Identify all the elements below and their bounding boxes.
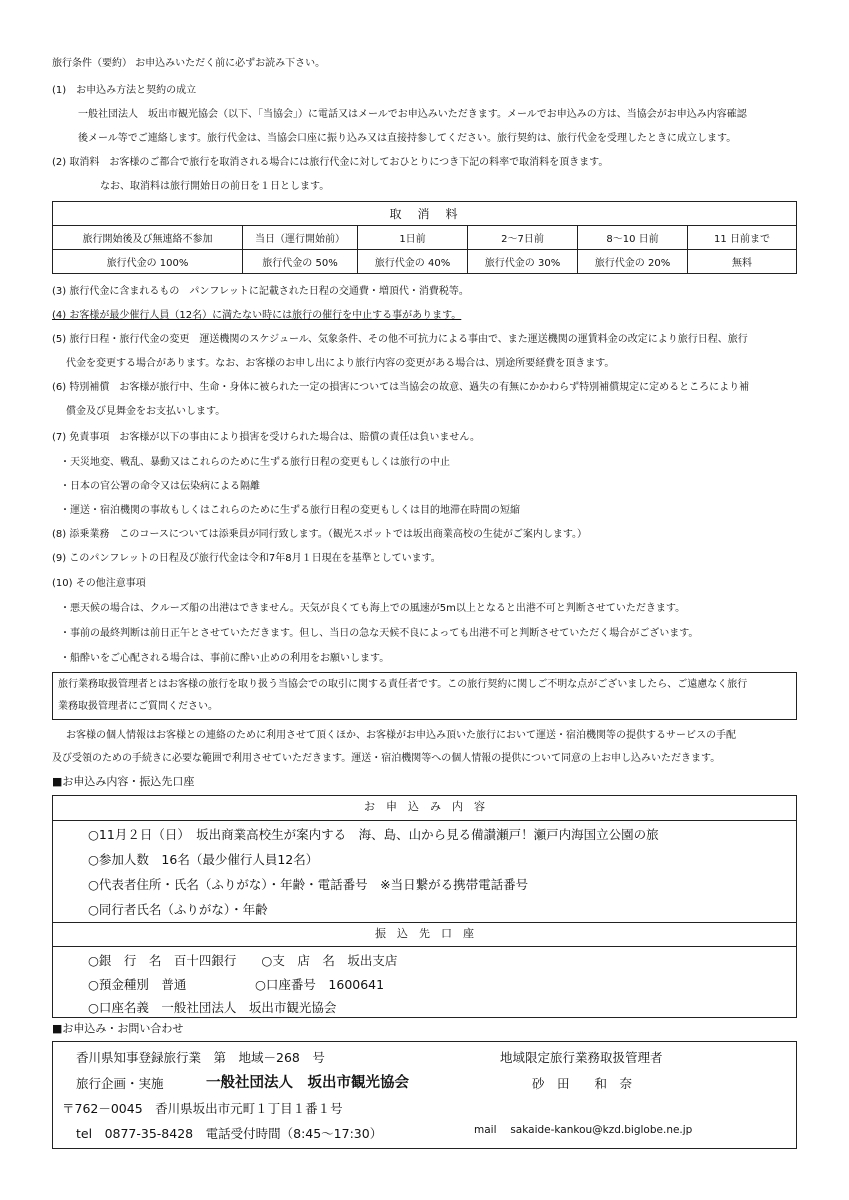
- application-header: お 申 込 み 内 容: [364, 800, 485, 813]
- cancel-col-5: 8〜10 日前: [578, 226, 688, 250]
- term-10-bullet-2: ・事前の最終判断は前日正午とさせていただきます。但し、当日の急な天候不良によっても出港不可と判断させていただく場合がございます。: [60, 628, 699, 639]
- term-7-bullet-1: ・天災地変、戦乱、暴動又はこれらのために生ずる旅行日程の変更もしくは旅行の中止: [60, 457, 450, 468]
- section-1-line2: 後メール等でご連絡します。旅行代金は、当協会口座に振り込み又は直接持参してください。旅行契約は、旅行代金を受理したときに成立します。: [78, 133, 737, 144]
- cancel-columns-row: [53, 226, 797, 250]
- bank-header-divider: [52, 946, 797, 947]
- term-8: (8) 添乗業務 このコースについては添乗員が同行致します。（観光スポットでは坂出商業高校の生徒がご案内します。）: [52, 529, 588, 540]
- bank-account-name: ○口座名義 一般社団法人 坂出市観光協会: [88, 1000, 337, 1015]
- application-item-3: ○代表者住所・氏名（ふりがな）・年齢・電話番号 ※当日繋がる携帯電話番号: [88, 877, 529, 892]
- bank-line-1: ○銀 行 名 百十四銀行 ○支 店 名 坂出支店: [88, 953, 398, 968]
- manager-name: 砂 田 和 奈: [532, 1076, 633, 1091]
- cancel-col-3: 1日前: [358, 226, 468, 250]
- cancel-rate-2: 旅行代金の 50%: [243, 250, 358, 274]
- term-7: (7) 免責事項 お客様が以下の事由により損害を受けられた場合は、賠償の責任は負いません。: [52, 432, 480, 443]
- cancel-col-4: 2〜7日前: [468, 226, 578, 250]
- term-5-line1: (5) 旅行日程・旅行代金の変更 運送機関のスケジュール、気象条件、その他不可抗力による事由で、また運送機関の運賃料金の改定により旅行日程、旅行: [52, 334, 748, 345]
- organizer-name: 一般社団法人 坂出市観光協会: [206, 1075, 409, 1091]
- contact-section-title: ■お申込み・お問い合わせ: [52, 1022, 184, 1035]
- privacy-line1: お客様の個人情報はお客様との連絡のために利用させて頂くほか、お客様がお申込み頂いた旅行において運送・宿泊機関等の提供するサービスの手配: [66, 730, 736, 741]
- bank-header: 振 込 先 口 座: [375, 927, 474, 940]
- section-1-heading: (1) お申込み方法と契約の成立: [52, 85, 197, 96]
- application-item-2: ○参加人数 16名（最少催行人員12名）: [88, 852, 319, 867]
- application-section-title: ■お申込み内容・振込先口座: [52, 775, 195, 788]
- term-5-line2: 代金を変更する場合があります。なお、お客様のお申し出により旅行内容の変更がある場合は、別途所要経費を頂きます。: [66, 358, 615, 369]
- cancel-rate-5: 旅行代金の 20%: [578, 250, 688, 274]
- email[interactable]: mail sakaide-kankou@kzd.biglobe.ne.jp: [474, 1124, 693, 1136]
- cancel-col-2: 当日（運行開始前）: [243, 226, 358, 250]
- conditions-title: 旅行条件（要約） お申込みいただく前に必ずお読み下さい。: [52, 58, 326, 69]
- term-3: (3) 旅行代金に含まれるもの パンフレットに記載された日程の交通費・増頂代・消費税等。: [52, 286, 469, 297]
- cancel-rate-6: 無料: [688, 250, 797, 274]
- application-header-divider: [52, 820, 797, 821]
- cancel-rate-3: 旅行代金の 40%: [358, 250, 468, 274]
- term-10-bullet-3: ・船酔いをご心配される場合は、事前に酔い止めの利用をお願いします。: [60, 653, 390, 664]
- section-2-line1: (2) 取消料 お客様のご都合で旅行を取消される場合には旅行代金に対しておひとりにつき下記の料率で取消料を頂きます。: [52, 157, 609, 168]
- section-2-line2: なお、取消料は旅行開始日の前日を１日とします。: [100, 181, 330, 192]
- organizer-label: 旅行企画・実施: [76, 1076, 164, 1091]
- privacy-line2: 及び受領のための手続きに必要な範囲で利用させていただきます。運送・宿泊機関等への個人情報の提供について同意の上お申し込みいただきます。: [52, 753, 721, 764]
- section-1-line1: 一般社団法人 坂出市観光協会（以下、「当協会」）に電話又はメールでお申込みいただきます。メールでお申込みの方は、当協会がお申込み内容確認: [78, 109, 747, 120]
- term-9: (9) このパンフレットの日程及び旅行代金は令和7年8月１日現在を基準としています。: [52, 553, 441, 564]
- registration-number: 香川県知事登録旅行業 第 地域－268 号: [76, 1050, 325, 1065]
- cancel-col-1: 旅行開始後及び無連絡不参加: [53, 226, 243, 250]
- term-7-bullet-2: ・日本の官公署の命令又は伝染病による隔離: [60, 481, 260, 492]
- term-10: (10) その他注意事項: [52, 578, 146, 589]
- cancel-table-header: 取 消 料: [53, 202, 797, 226]
- bank-account-number: ○口座番号 1600641: [255, 977, 385, 992]
- cancel-col-6: 11 日前まで: [688, 226, 797, 250]
- cancel-rate-4: 旅行代金の 30%: [468, 250, 578, 274]
- manager-note-line1: 旅行業務取扱管理者とはお客様の旅行を取り扱う当協会での取引に関する責任者です。この旅行契約に関しご不明な点がございましたら、ご遠慮なく旅行: [58, 679, 748, 690]
- bank-account-type: ○預金種別 普通: [88, 977, 187, 992]
- term-6-line1: (6) 特別補償 お客様が旅行中、生命・身体に被られた一定の損害については当協会の故意、過失の有無にかかわらず特別補償規定に定めるところにより補: [52, 382, 750, 393]
- application-item-1: ○11月２日（日） 坂出商業高校生が案内する 海、島、山から見る備讃瀬戸！瀬戸内海国立公園の旅: [88, 827, 659, 842]
- term-4: (4) お客様が最少催行人員（12名）に満たない時には旅行の催行を中止する事があります。: [52, 310, 462, 321]
- term-6-line2: 償金及び見舞金をお支払いします。: [66, 406, 226, 417]
- application-item-4: ○同行者氏名（ふりがな）・年齢: [88, 902, 268, 917]
- term-10-bullet-1: ・悪天候の場合は、クルーズ船の出港はできません。天気が良くても海上での風速が5m以上となると出港不可と判断させていただきます。: [60, 603, 686, 614]
- cancellation-fee-table: [52, 201, 797, 274]
- cancel-rate-1: 旅行代金の 100%: [53, 250, 243, 274]
- manager-label: 地域限定旅行業務取扱管理者: [500, 1050, 663, 1065]
- cancel-rates-row: [53, 250, 797, 274]
- bank-header-top-divider: [52, 922, 797, 923]
- address: 〒762－0045 香川県坂出市元町１丁目１番１号: [62, 1101, 343, 1116]
- manager-note-line2: 業務取扱管理者にご質問ください。: [58, 701, 218, 712]
- term-7-bullet-3: ・運送・宿泊機関の事故もしくはこれらのために生ずる旅行日程の変更もしくは目的地滞在時間の短縮: [60, 505, 520, 516]
- telephone: tel 0877-35-8428 電話受付時間（8:45～17:30）: [76, 1126, 383, 1141]
